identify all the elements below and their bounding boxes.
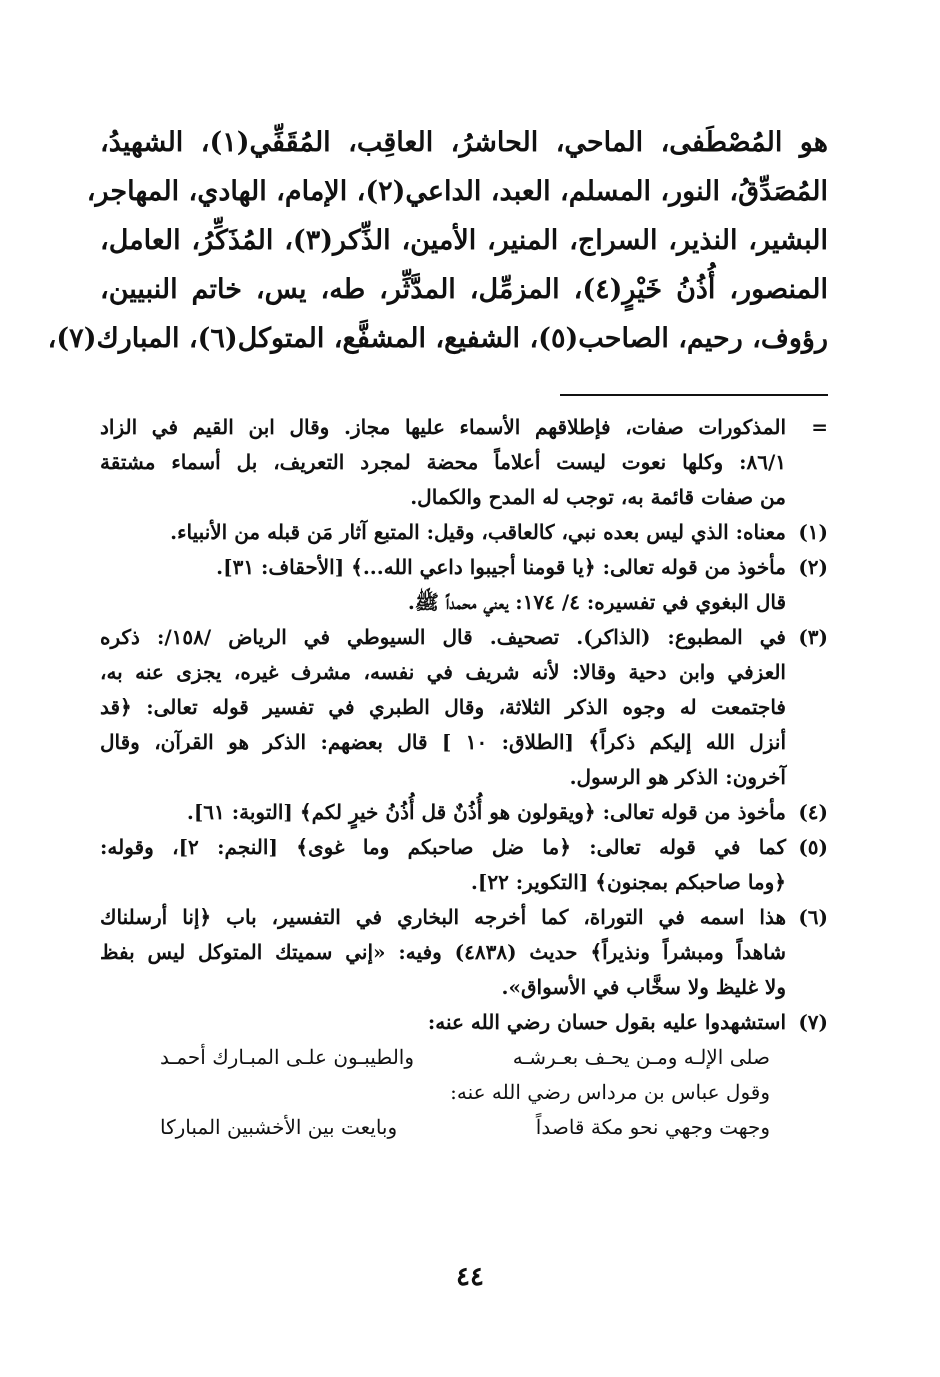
footnote-1 [100, 515, 828, 550]
footnote-line: شاهداً ومبشراً ونذيراً﴾ حديث (٤٨٣٨) وفيه: «إني سميتك المتوكل ليس بفظ [100, 940, 786, 964]
footnote-line: في المطبوع: (الذاكر). تصحيف. قال السيوطي في الرياض /١٥٨/: ذكره [100, 625, 786, 649]
footnote-number: (٣) [798, 625, 828, 649]
footnote-line: كما في قوله تعالى: ﴿ما ضل صاحبكم وما غوى﴾ [النجم: ٢]، وقوله: [100, 835, 786, 859]
footnote-7 [100, 1005, 828, 1040]
main-line: البشير، النذير، السراج، المنير، الأمين، الذِّكر(٣)، المُذَكِّرُ، العامل، [100, 225, 828, 256]
main-line: المنصور، أُذُنُ خَيْرٍ(٤)، المزمِّل، المدَّثِّر، طه، يس، خاتم النبيين، [100, 274, 829, 305]
footnote-3 [100, 620, 828, 795]
footnote-line: قال البغوي في تفسيره: ٤/ ١٧٤: يعني محمداً ﷺ. [407, 590, 786, 614]
footnote-line: استشهدوا عليه بقول حسان رضي الله عنه: [427, 1010, 786, 1034]
main-line: هو المُصْطَفى، الماحي، الحاشرُ، العاقِب، المُقَفِّي(١)، الشهيدُ، [100, 127, 828, 158]
footnotes [100, 410, 828, 1145]
footnote-line: من صفات قائمة به، توجب له المدح والكمال. [410, 485, 786, 509]
footnote-number: (١) [798, 520, 828, 544]
verse-second-hemistich: وبايعت بين الأخشبين المباركا [160, 1115, 398, 1139]
footnote-continuation [100, 410, 828, 515]
footnote-5 [100, 830, 828, 900]
footnote-line: ﴿وما صاحبكم بمجنون﴾ [التكوير: ٢٢]. [470, 870, 786, 894]
footnote-line: معناه: الذي ليس بعده نبي، كالعاقب، وقيل: المتبع آثار مَن قبله من الأنبياء. [170, 520, 786, 544]
verse-first-hemistich: وجهت وجهي نحو مكة قاصداً [535, 1115, 770, 1139]
footnote-line: هذا اسمه في التوراة، كما أخرجه البخاري في التفسير، باب ﴿إنا أرسلناك [100, 905, 786, 929]
footnote-line: أنزل الله إليكم ذكراً﴾ [الطلاق: ١٠ ] قال بعضهم: الذكر هو القرآن، وقال [100, 730, 786, 754]
poetry-verse [100, 1110, 828, 1145]
poetry-verse [100, 1040, 828, 1075]
footnote-line: مأخوذ من قوله تعالى: ﴿ويقولون هو أُذُنٌ قل أُذُنُ خيرٍ لكم﴾ [التوبة: ٦١]. [186, 800, 786, 824]
footnote-number: (٧) [798, 1010, 828, 1034]
footnote-line: المذكورات صفات، فإطلاقهم الأسماء عليها مجاز. وقال ابن القيم في الزاد [100, 415, 786, 439]
footnote-separator [560, 394, 828, 396]
footnote-number: (٦) [798, 905, 828, 929]
footnote-line: ٨٦/١: وكلها نعوت ليست أعلاماً محضة لمجرد التعريف، بل أسماء مشتقة [100, 450, 786, 474]
footnote-line: ولا غليظ ولا سخَّاب في الأسواق». [501, 975, 786, 999]
footnote-line: العزفي وابن دحية وقالا: لأنه شريف في نفسه، مشرف غيره، يجزى عنه به، [100, 660, 786, 684]
footnote-6 [100, 900, 828, 1005]
continuation-marker: = [811, 415, 828, 439]
main-line: رؤوف، رحيم، الصاحب(٥)، الشفيع، المشفَّع، المتوكل(٦)، المبارك(٧)، [47, 323, 828, 354]
verse-first-hemistich: صلى الإلـه ومـن يحـف بعـرشـه [512, 1045, 770, 1069]
main-line: المُصَدِّقُ، النور، المسلم، العبد، الداعي(٢)، الإمام، الهادي، المهاجر، [86, 176, 828, 207]
footnote-line: فاجتمعت له وجوه الذكر الثلاثة، وقال الطبري في تفسير قوله تعالى: ﴿قد [100, 695, 786, 719]
footnote-4 [100, 795, 828, 830]
footnote-line: وقول عباس بن مرداس رضي الله عنه: [450, 1080, 770, 1104]
page-number: ٤٤ [456, 1262, 484, 1292]
footnote-line: آخرون: الذكر هو الرسول. [569, 765, 786, 789]
footnote-number: (٢) [798, 555, 828, 579]
footnote-number: (٤) [798, 800, 828, 824]
footnote-2 [100, 550, 828, 620]
verse-second-hemistich: والطيبـون علـى المبـارك أحمـد [160, 1045, 415, 1069]
main-text [47, 118, 829, 363]
footnote-number: (٥) [798, 835, 828, 859]
footnote-line: مأخوذ من قوله تعالى: ﴿يا قومنا أجيبوا داعي الله...﴾ [الأحقاف: ٣١]. [216, 555, 786, 579]
